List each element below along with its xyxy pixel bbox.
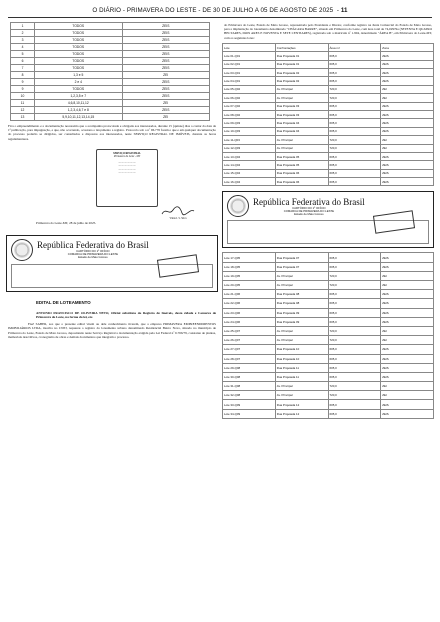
table-cell: ZEI [381, 94, 434, 102]
table-cell: 720,0 [328, 144, 381, 152]
table-cell: 720,0 [328, 281, 381, 290]
page-number: 11 [340, 7, 348, 14]
table-cell: ZEI [381, 281, 434, 290]
table-cell: ZEIS [122, 44, 210, 51]
left-notice-paragraph: Fica o empreendimento e a documentação necessária que o acompanha protocolada e obrigada aos interessados, durante 15 (quinze) dias a contar da data da 1ª publicação, para impugnação, e que, não ocorrendo, ocasiona o lançamento a registro. Protocolo sob o nº 96.776 foram e que e em qualquer documentação do processo poderão se dirigidos, ser consultados e dispostos aos interessados, neste SERVIÇO REGISTRAL DE IMÓVEIS, durante as horas regulamentares. [8, 124, 216, 141]
table-cell: Av. Principal [275, 281, 328, 290]
table-cell: 605,0 [328, 178, 381, 186]
table-cell: Confrontações [275, 43, 328, 51]
table-cell: 605,0 [328, 253, 381, 262]
table-row [11, 72, 210, 79]
table-cell: 605,0 [328, 102, 381, 110]
table-cell: Lote 17-Q05 [223, 253, 276, 262]
table-cell: ZEI [122, 114, 210, 121]
table-cell: Rua Projetada 04 [275, 127, 328, 135]
table-cell: ZEIS [381, 68, 434, 76]
table-cell: TODOS [35, 37, 123, 44]
table-cell: 5,9,10,11,12,13,14,15 [35, 114, 123, 121]
table-cell: ZEIS [381, 262, 434, 271]
lots-table-2 [222, 252, 434, 418]
table-cell: Rua Projetada 01 [275, 60, 328, 68]
table-cell: Av. Principal [275, 85, 328, 93]
table-cell: 2 [11, 30, 35, 37]
table-row [223, 382, 434, 391]
table-cell: Lote 20-Q05 [223, 281, 276, 290]
certificate-block [6, 235, 218, 292]
table-cell: Lote 05-Q02 [223, 85, 276, 93]
table-cell: 3 [11, 37, 35, 44]
table-cell: 10 [11, 93, 35, 100]
table-cell: Rua Projetada 06 [275, 178, 328, 186]
table-cell: 5 [11, 51, 35, 58]
table-cell: Zona [381, 43, 434, 51]
table-cell: ZEIS [381, 110, 434, 118]
table-cell: 1,2,3,4,6,7 e 8 [35, 107, 123, 114]
stamp-text: Primavera do Leste - MT [113, 155, 141, 159]
table-cell: 720,0 [328, 326, 381, 335]
table-cell: ZEIS [381, 400, 434, 409]
table-cell: 4 [11, 44, 35, 51]
table-cell: 605,0 [328, 77, 381, 85]
table-row [223, 326, 434, 335]
table-cell: ZEIS [381, 372, 434, 381]
table-cell: 605,0 [328, 127, 381, 135]
certificate-line-2: COMARCA DE PRIMAVERA DO LESTE [67, 252, 119, 257]
table-cell: 8 [11, 72, 35, 79]
coat-of-arms-icon [11, 239, 33, 261]
table-cell: 605,0 [328, 317, 381, 326]
table-row [11, 37, 210, 44]
table-cell: Rua Projetada 11 [275, 363, 328, 372]
table-row [11, 93, 210, 100]
table-cell: Rua Projetada 03 [275, 110, 328, 118]
table-cell: Lote 15-Q04 [223, 169, 276, 177]
table-cell: ZEI [381, 336, 434, 345]
table-cell: Lote 24-Q06 [223, 317, 276, 326]
table-cell: Lote 03-Q01 [223, 68, 276, 76]
table-cell: TODOS [35, 86, 123, 93]
table-cell: ZEIS [381, 290, 434, 299]
table-cell: Av. Principal [275, 136, 328, 144]
table-row [223, 308, 434, 317]
table-row [223, 400, 434, 409]
table-cell: ZEI [381, 271, 434, 280]
table-cell: Av. Principal [275, 326, 328, 335]
table-cell: ZEIS [122, 37, 210, 44]
table-row [223, 290, 434, 299]
table-cell: Lote 22-Q06 [223, 299, 276, 308]
table-cell: ZEIS [122, 65, 210, 72]
certificate-line-2-right: COMARCA DE PRIMAVERA DO LESTE [283, 208, 335, 213]
table-cell: 720,0 [328, 85, 381, 93]
table-row [223, 391, 434, 400]
table-cell: 605,0 [328, 262, 381, 271]
table-cell: 6 [11, 58, 35, 65]
table-cell: Lote 34-Q09 [223, 409, 276, 418]
table-cell: ZEIS [381, 102, 434, 110]
table-cell: Rua Projetada 12 [275, 409, 328, 418]
signature-caption: Vânia I. S. Silva [169, 216, 187, 220]
table-row [11, 23, 210, 30]
table-row [223, 152, 434, 160]
table-cell: ZEIS [381, 152, 434, 160]
table-cell: Lote 11-Q03 [223, 136, 276, 144]
table-row [223, 271, 434, 280]
table-row [11, 30, 210, 37]
table-cell: Lote 21-Q06 [223, 290, 276, 299]
table-cell: 605,0 [328, 409, 381, 418]
table-cell: Rua Projetada 07 [275, 262, 328, 271]
table-cell: Rua Projetada 01 [275, 52, 328, 60]
edital-body: FAZ SABER, aos que o presente edital virem ou dele conhecimento tiverem, que a empresa PRIMAVERA EMPREENDIMENTOS IMOBILIÁRIOS LTDA, inscrita no CNPJ, requereu o registro do loteamento urbano denominado Residencial Bairro Novo, situado no município de Primavera do Leste, Estado de Mato Grosso, depositando neste Serviço Registral a documentação exigida pela Lei Federal nº 6.766/79, constante de plantas, memoriais descritivos, cronograma de obras e demais documentos que integram o processo. [8, 322, 216, 339]
certificate-line-1: CARTÓRIO DO 1º OFÍCIO [76, 248, 110, 253]
table-cell: ZEIS [381, 317, 434, 326]
table-cell: 2 e 4 [35, 79, 123, 86]
table-cell: Lote 06-Q02 [223, 94, 276, 102]
table-cell: 720,0 [328, 136, 381, 144]
table-cell: ZEIS [122, 107, 210, 114]
table-cell: ZEIS [381, 363, 434, 372]
table-cell: 1,2,3,5 e 7 [35, 93, 123, 100]
table-cell: TODOS [35, 23, 123, 30]
right-intro-paragraph: do Primavera do Leste, Estado de Mato Grosso, representada pelo Presidente e Diretor, conforme registro na Junta Comercial do Estado de Mato Grosso, para a implantação do loteamento denominado "CHÁCARA BARRE", situado em Primavera do Leste, com área total de 74,0297ha (SETENTA E QUATRO HECTARES, DOIS ARES E NOVENTA E SETE CENTIARES), registrada sob a matrícula nº 1.904, denominado "ÁREA B", em Primavera do Leste-MT, com os seguintes lotes: [224, 23, 432, 40]
table-cell: ZEIS [122, 86, 210, 93]
table-cell: ZEI [122, 72, 210, 79]
table-row [11, 100, 210, 107]
table-cell: 1,3 e 5 [35, 72, 123, 79]
right-column [222, 20, 434, 419]
table-cell: ZEIS [122, 79, 210, 86]
seal-stamp [373, 211, 415, 234]
table-cell: Rua Projetada 12 [275, 400, 328, 409]
certificate-title: República Federativa do Brasil [37, 239, 149, 250]
table-cell: ZEIS [381, 345, 434, 354]
table-cell: ZEI [381, 326, 434, 335]
table-cell: Rua Projetada 10 [275, 345, 328, 354]
left-column [6, 20, 218, 342]
table-cell: Lote 30-Q08 [223, 372, 276, 381]
table-cell: Lote 13-Q04 [223, 152, 276, 160]
table-cell: Lote 12-Q03 [223, 144, 276, 152]
table-cell: Lote 04-Q01 [223, 77, 276, 85]
table-cell: Rua Projetada 08 [275, 290, 328, 299]
table-cell: Rua Projetada 03 [275, 102, 328, 110]
table-cell: 605,0 [328, 110, 381, 118]
masthead-text: O DIÁRIO - PRIMAVERA DO LESTE - DE 30 DE JULHO A 05 DE AGOSTO DE 2025 [92, 7, 334, 14]
table-cell: ZEIS [122, 23, 210, 30]
signature [158, 205, 198, 223]
table-cell: Av. Principal [275, 336, 328, 345]
table-cell: Rua Projetada 02 [275, 77, 328, 85]
table-cell: ZEIS [122, 58, 210, 65]
table-row [11, 86, 210, 93]
table-cell: 1 [11, 23, 35, 30]
table-cell: Lote 33-Q09 [223, 400, 276, 409]
table-cell: TODOS [35, 30, 123, 37]
table-cell: 605,0 [328, 354, 381, 363]
coat-of-arms-icon [227, 195, 249, 217]
table-cell: 605,0 [328, 52, 381, 60]
table-row [223, 178, 434, 186]
table-cell: 605,0 [328, 119, 381, 127]
table-cell: Rua Projetada 02 [275, 68, 328, 76]
zone-table [10, 22, 210, 121]
table-cell: ZEIS [381, 60, 434, 68]
table-cell: Lote 01-Q01 [223, 52, 276, 60]
table-cell: 605,0 [328, 60, 381, 68]
table-cell: Rua Projetada 07 [275, 253, 328, 262]
table-cell: Lote 25-Q07 [223, 326, 276, 335]
table-cell: 605,0 [328, 308, 381, 317]
table-cell: TODOS [35, 51, 123, 58]
table-cell: 605,0 [328, 363, 381, 372]
table-cell: ZEIS [122, 30, 210, 37]
table-row [223, 136, 434, 144]
table-cell: ZEIS [122, 93, 210, 100]
table-cell: ZEIS [381, 127, 434, 135]
table-cell: Lote 31-Q08 [223, 382, 276, 391]
table-cell: Lote 08-Q02 [223, 110, 276, 118]
table-cell: ZEIS [381, 299, 434, 308]
table-row [223, 94, 434, 102]
table-cell: 720,0 [328, 271, 381, 280]
table-row [223, 281, 434, 290]
table-cell: Rua Projetada 09 [275, 317, 328, 326]
table-cell: TODOS [35, 65, 123, 72]
table-cell: ZEI [381, 144, 434, 152]
table-cell: ZEI [381, 85, 434, 93]
table-row [223, 52, 434, 60]
certificate-block-right [222, 191, 434, 248]
table-cell: 720,0 [328, 391, 381, 400]
table-cell: Área m² [328, 43, 381, 51]
table-cell: ZEIS [381, 354, 434, 363]
table-cell: 605,0 [328, 299, 381, 308]
table-cell: ZEIS [381, 77, 434, 85]
table-row [11, 58, 210, 65]
table-row [11, 65, 210, 72]
table-cell: 605,0 [328, 345, 381, 354]
table-cell: 720,0 [328, 94, 381, 102]
table-cell: TODOS [35, 58, 123, 65]
table-cell: ZEIS [381, 409, 434, 418]
table-row [11, 79, 210, 86]
table-cell: Lote 19-Q05 [223, 271, 276, 280]
table-cell: Av. Principal [275, 144, 328, 152]
table-row [223, 345, 434, 354]
table-cell: Lote 26-Q07 [223, 336, 276, 345]
table-row [223, 169, 434, 177]
table-cell: 605,0 [328, 161, 381, 169]
table-cell: ZEIS [381, 119, 434, 127]
table-cell: Lote 16-Q04 [223, 178, 276, 186]
table-cell: Av. Principal [275, 271, 328, 280]
masthead: O DIÁRIO - PRIMAVERA DO LESTE - DE 30 DE JULHO A 05 DE AGOSTO DE 2025 - 11 [92, 7, 348, 14]
certificate-line-3: Estado de Mato Grosso [78, 255, 108, 260]
table-cell: Rua Projetada 04 [275, 119, 328, 127]
table-cell: Lote 29-Q08 [223, 363, 276, 372]
table-cell: ZEI [381, 382, 434, 391]
lots-table-1 [222, 43, 434, 187]
table-cell: TODOS [35, 44, 123, 51]
table-cell: ZEIS [381, 169, 434, 177]
table-cell: ZEI [381, 391, 434, 400]
table-cell: Lote 09-Q03 [223, 119, 276, 127]
table-cell: 605,0 [328, 400, 381, 409]
table-row [223, 354, 434, 363]
table-cell: ZEI [381, 136, 434, 144]
table-row [223, 43, 434, 51]
table-cell: 9 [11, 86, 35, 93]
table-cell: 605,0 [328, 290, 381, 299]
table-row [223, 409, 434, 418]
table-cell: Av. Principal [275, 391, 328, 400]
edital-title: EDITAL DE LOTEAMENTO [36, 299, 91, 305]
table-cell: Av. Principal [275, 94, 328, 102]
table-cell: Rua Projetada 06 [275, 169, 328, 177]
table-cell: Rua Projetada 05 [275, 161, 328, 169]
table-cell: Lote 23-Q06 [223, 308, 276, 317]
table-cell: 720,0 [328, 382, 381, 391]
officer-intro: ANTONIO FRANCISCO DE OLIVEIRA NETO, Oficial substituto do Registro de Imóveis, desta cidade e Comarca de Primavera do Leste, na forma da lei, etc. [36, 310, 216, 320]
table-cell: Lote 32-Q08 [223, 391, 276, 400]
table-row [223, 68, 434, 76]
table-cell: Av. Principal [275, 382, 328, 391]
header-rule [8, 17, 432, 18]
table-cell: Lote 07-Q02 [223, 102, 276, 110]
signature-icon [160, 205, 196, 217]
table-cell: 9 [11, 79, 35, 86]
table-cell: Rua Projetada 09 [275, 308, 328, 317]
table-row [223, 372, 434, 381]
certificate-line-3-right: Estado de Mato Grosso [294, 212, 324, 217]
table-cell: Rua Projetada 11 [275, 372, 328, 381]
table-cell: Lote 18-Q05 [223, 262, 276, 271]
table-row [223, 77, 434, 85]
table-cell: Lote 14-Q04 [223, 161, 276, 169]
table-row [223, 127, 434, 135]
table-row [223, 110, 434, 118]
table-cell: ZEI [122, 100, 210, 107]
table-cell: ZEIS [381, 178, 434, 186]
table-cell: ZEIS [381, 308, 434, 317]
table-cell: 605,0 [328, 152, 381, 160]
table-row [223, 336, 434, 345]
table-cell: 720,0 [328, 336, 381, 345]
table-cell: Rua Projetada 08 [275, 299, 328, 308]
table-cell: Rua Projetada 10 [275, 354, 328, 363]
table-cell: 13 [11, 114, 35, 121]
table-cell: 605,0 [328, 68, 381, 76]
table-cell: ZEIS [381, 253, 434, 262]
table-row [223, 299, 434, 308]
table-cell: 7 [11, 65, 35, 72]
table-cell: Lote 10-Q03 [223, 127, 276, 135]
place-date: Primavera do Leste-MT, 28 de julho de 2025. [36, 220, 97, 225]
table-cell: 11 [11, 100, 35, 107]
table-row [223, 60, 434, 68]
table-cell: 12 [11, 107, 35, 114]
table-cell: ZEIS [122, 51, 210, 58]
table-row [223, 363, 434, 372]
table-cell: Lote [223, 43, 276, 51]
table-row [11, 114, 210, 121]
table-row [223, 253, 434, 262]
table-cell: Rua Projetada 05 [275, 152, 328, 160]
table-cell: ZEIS [381, 161, 434, 169]
stamp-area [6, 145, 218, 235]
table-cell: ZEIS [381, 52, 434, 60]
table-row [223, 161, 434, 169]
table-cell: 4,6,8,10,11,12 [35, 100, 123, 107]
table-row [223, 144, 434, 152]
certificate-title-right: República Federativa do Brasil [253, 196, 365, 207]
registry-stamp: SERVIÇO REGISTRAL Primavera do Leste - MT — — — — — — — — — — — — — — — — — — — — — — — — [96, 149, 158, 207]
table-row [223, 119, 434, 127]
table-cell: Lote 28-Q07 [223, 354, 276, 363]
table-row [11, 44, 210, 51]
table-cell: Lote 27-Q07 [223, 345, 276, 354]
table-row [223, 317, 434, 326]
certificate-names-box [11, 264, 213, 288]
table-row [223, 85, 434, 93]
certificate-line-1-right: CARTÓRIO DO 1º OFÍCIO [292, 205, 326, 210]
table-row [223, 262, 434, 271]
table-cell: 605,0 [328, 169, 381, 177]
table-row [11, 107, 210, 114]
table-cell: 605,0 [328, 372, 381, 381]
table-row [223, 102, 434, 110]
table-cell: Lote 02-Q01 [223, 60, 276, 68]
table-row [11, 51, 210, 58]
certificate-names-box-right [227, 220, 429, 244]
